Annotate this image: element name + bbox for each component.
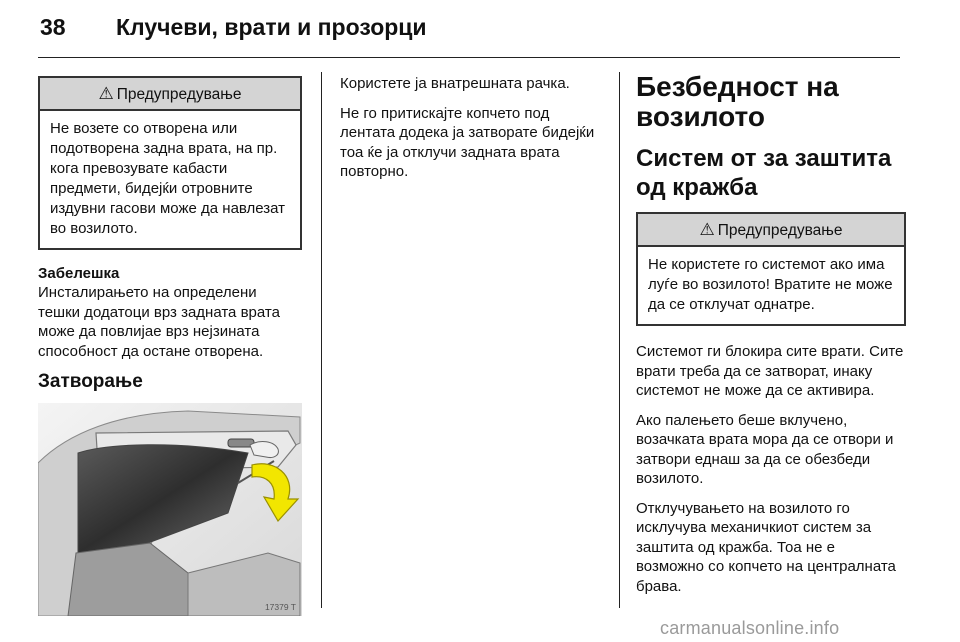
paragraph-unlocking: Отклучувањето на возилото го исклучува механичкиот систем за заштита од кражба. Тоа не е возможно со копчето на централната брава. xyxy=(636,499,896,595)
warning-title: Предупредување xyxy=(717,222,843,239)
warning-text: Не возете со отворена или подотворена задна врата, на пр. кога превозувате кабасти предмети, бидејќи отровните издувни гасови може да навлезат во возилото. xyxy=(50,120,286,237)
column-right xyxy=(636,70,906,606)
column-divider-1 xyxy=(321,72,322,608)
tailgate-closing-illustration xyxy=(38,403,302,616)
paragraph-system-locks: Системот ги блокира сите врати. Сите врати треба да се затворат, инаку системот не може да се активира. xyxy=(636,343,904,399)
warning-header xyxy=(638,214,904,247)
header-divider xyxy=(38,57,900,58)
page-title: Клучеви, врати и прозорци xyxy=(116,14,427,40)
column-left xyxy=(38,70,302,616)
warning-triangle-icon: ⚠ xyxy=(98,84,114,103)
warning-box-anti-theft xyxy=(636,212,906,326)
subsection-heading-anti-theft: Систем от за заштита од кражба xyxy=(636,145,892,201)
watermark: carmanualsonline.info xyxy=(660,618,840,638)
paragraph-button-warning: Не го притискајте копчето под лентата додека ја затворате бидејќи тоа ќе ја отклучи задната врата повторно. xyxy=(340,104,595,180)
column-divider-2 xyxy=(619,72,620,608)
paragraph-inner-handle: Користете ја внатрешната рачка. xyxy=(340,75,570,92)
paragraph-ignition: Ако палењето беше вклучено, возачката врата мора да се отвори и затвори еднаш за да се обезбеди возилото. xyxy=(636,411,894,487)
note-label: Забелешка xyxy=(38,265,120,282)
tailgate-illustration-svg xyxy=(38,403,302,616)
figure-label: 17379 T xyxy=(264,602,296,612)
warning-header xyxy=(40,78,300,111)
page-number: 38 xyxy=(40,14,66,40)
note-text: Инсталирањето на определени тешки додатоци врз задната врата може да повлијае врз нејзината способност да остане отворена. xyxy=(38,284,280,360)
column-middle xyxy=(340,70,596,192)
warning-box-tailgate xyxy=(38,76,302,250)
section-heading-closing: Затворање xyxy=(38,371,143,392)
warning-title: Предупредување xyxy=(116,86,242,103)
section-heading-vehicle-security: Безбедност на возилото xyxy=(636,71,839,132)
warning-triangle-icon: ⚠ xyxy=(699,220,715,239)
warning-text: Не користете го системот ако има луѓе во возилото! Вратите не може да се отклучат однатре. xyxy=(648,256,893,313)
